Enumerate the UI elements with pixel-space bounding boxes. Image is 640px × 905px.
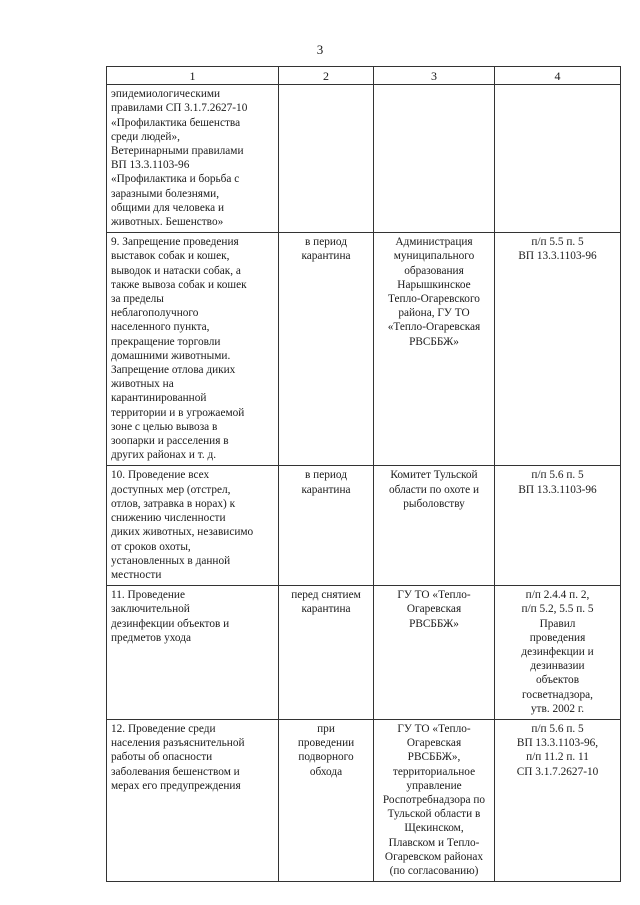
text-line: ГУ ТО «Тепло- — [397, 722, 471, 735]
header-cell: 3 — [374, 67, 495, 85]
text-line: населения разъяснительной — [111, 737, 245, 750]
text-line: п/п 5.6 п. 5 — [531, 722, 584, 735]
measure-cell — [107, 586, 279, 720]
text-line: Щекинском, — [404, 822, 464, 835]
text-line: ГУ ТО «Тепло- — [397, 589, 471, 602]
text-line: РВСББЖ», — [407, 751, 461, 764]
text-line: проведении — [297, 737, 355, 750]
measures-table — [106, 66, 621, 882]
text-line: Огаревская — [406, 603, 462, 616]
text-line: карантина — [301, 250, 351, 263]
text-line: неблагополучного — [111, 307, 199, 320]
text-line: п/п 2.4.4 п. 2, — [525, 589, 590, 602]
basis-cell — [495, 233, 621, 466]
period-cell — [279, 719, 374, 881]
executor-cell — [374, 85, 495, 233]
text-line: среди людей», — [111, 130, 180, 143]
text-line: прекращение торговли — [111, 335, 221, 348]
text-line: правилами СП 3.1.7.2627-10 — [111, 102, 248, 115]
text-line: госветнадзора, — [522, 688, 593, 701]
text-line: ВП 13.3.1103-96 — [111, 159, 190, 172]
table-row — [107, 586, 621, 720]
text-line: заболевания бешенством и — [111, 765, 240, 778]
text-line: в период — [305, 236, 347, 249]
executor-cell — [374, 233, 495, 466]
executor-cell — [374, 586, 495, 720]
text-line: РВСББЖ» — [409, 617, 459, 630]
text-line: предметов ухода — [111, 631, 192, 644]
text-line: карантина — [301, 603, 351, 616]
text-line: установленных в данной — [111, 554, 231, 567]
text-line: Комитет Тульской — [390, 469, 478, 482]
text-line: Огаревском районах — [384, 850, 484, 863]
text-line: животных. Бешенство» — [111, 216, 224, 229]
text-line: обхода — [309, 765, 343, 778]
text-line: подворного — [298, 751, 354, 764]
basis-cell — [495, 85, 621, 233]
period-cell — [279, 233, 374, 466]
text-line: Правил — [539, 617, 576, 630]
text-line: Плавском и Тепло- — [388, 836, 480, 849]
text-line: п/п 11.2 п. 11 — [526, 751, 589, 764]
text-line: от сроков охоты, — [111, 540, 191, 553]
period-cell — [279, 586, 374, 720]
text-line: «Профилактика и борьба с — [111, 173, 240, 186]
text-line: 12. Проведение среди — [111, 722, 216, 735]
text-line: района, ГУ ТО — [398, 307, 470, 320]
table-row — [107, 85, 621, 233]
text-line: также вывоза собак и кошек — [111, 278, 247, 291]
text-line: дезинвазии — [530, 660, 585, 673]
text-line: муниципального — [393, 250, 475, 263]
text-line: п/п 5.2, 5.5 п. 5 — [521, 603, 594, 616]
text-line: других районах и т. д. — [111, 449, 217, 462]
text-line: диких животных, независимо — [111, 526, 254, 539]
basis-cell — [495, 719, 621, 881]
text-line: проведения — [529, 631, 586, 644]
text-line: СП 3.1.7.2627-10 — [516, 765, 599, 778]
text-line: снижению численности — [111, 512, 226, 525]
text-line: рыболовству — [403, 497, 465, 510]
text-line: за пределы — [111, 293, 164, 306]
table-row — [107, 233, 621, 466]
text-line: населенного пункта, — [111, 321, 210, 334]
measure-cell — [107, 85, 279, 233]
text-line: в период — [305, 469, 347, 482]
text-line: Администрация — [395, 236, 473, 249]
executor-cell — [374, 719, 495, 881]
text-line: Тепло-Огаревского — [388, 293, 480, 306]
text-line: животных на — [111, 378, 174, 391]
text-line: объектов — [535, 674, 580, 687]
text-line: образования — [404, 264, 464, 277]
basis-cell — [495, 586, 621, 720]
basis-cell — [495, 466, 621, 586]
text-line: Тульской области в — [387, 808, 481, 821]
table-row — [107, 466, 621, 586]
measure-cell — [107, 466, 279, 586]
executor-cell — [374, 466, 495, 586]
text-line: дезинфекции объектов и — [111, 617, 230, 630]
text-line: ВП 13.3.1103-96, — [516, 737, 599, 750]
header-cell: 1 — [107, 67, 279, 85]
header-cell: 2 — [279, 67, 374, 85]
text-line: Запрещение отлова диких — [111, 364, 236, 377]
text-line: п/п 5.5 п. 5 — [531, 236, 584, 249]
measure-cell — [107, 233, 279, 466]
text-line: «Тепло-Огаревская — [387, 321, 481, 334]
text-line: мерах его предупреждения — [111, 779, 241, 792]
text-line: перед снятием — [291, 589, 361, 602]
text-line: РВСББЖ» — [409, 335, 459, 348]
text-line: заключительной — [111, 603, 190, 616]
measure-cell — [107, 719, 279, 881]
text-line: (по согласованию) — [389, 864, 479, 877]
text-line: 9. Запрещение проведения — [111, 236, 239, 249]
text-line: ВП 13.3.1103-96 — [518, 483, 597, 496]
text-line: доступных мер (отстрел, — [111, 483, 231, 496]
header-cell: 4 — [495, 67, 621, 85]
text-line: выводок и натаски собак, а — [111, 264, 241, 277]
text-line: при — [317, 722, 335, 735]
text-line: зоопарки и расселения в — [111, 435, 229, 448]
text-line: управление — [406, 779, 462, 792]
period-cell — [279, 85, 374, 233]
text-line: карантина — [301, 483, 351, 496]
text-line: области по охоте и — [388, 483, 479, 496]
table-row — [107, 719, 621, 881]
text-line: выставок собак и кошек, — [111, 250, 230, 263]
table-header-row — [107, 67, 621, 85]
text-line: местности — [111, 568, 162, 581]
text-line: зоне с целью вывоза в — [111, 420, 218, 433]
text-line: ВП 13.3.1103-96 — [518, 250, 597, 263]
period-cell — [279, 466, 374, 586]
text-line: п/п 5.6 п. 5 — [531, 469, 584, 482]
text-line: территориальное — [392, 765, 476, 778]
text-line: общими для человека и — [111, 201, 225, 214]
text-line: Нарышкинское — [397, 278, 471, 291]
text-line: эпидемиологическими — [111, 88, 221, 101]
text-line: 10. Проведение всех — [111, 469, 210, 482]
text-line: Огаревская — [406, 737, 462, 750]
text-line: территории и в угрожаемой — [111, 406, 245, 419]
text-line: заразными болезнями, — [111, 187, 220, 200]
text-line: дезинфекции и — [521, 645, 594, 658]
text-line: 11. Проведение — [111, 589, 185, 602]
text-line: домашними животными. — [111, 349, 231, 362]
text-line: Ветеринарными правилами — [111, 145, 244, 158]
text-line: «Профилактика бешенства — [111, 116, 241, 129]
page-number: 3 — [316, 42, 324, 57]
text-line: утв. 2002 г. — [530, 702, 585, 715]
text-line: карантинированной — [111, 392, 207, 405]
text-line: работы об опасности — [111, 751, 213, 764]
text-line: отлов, затравка в норах) к — [111, 497, 236, 510]
text-line: Роспотребнадзора по — [382, 793, 486, 806]
